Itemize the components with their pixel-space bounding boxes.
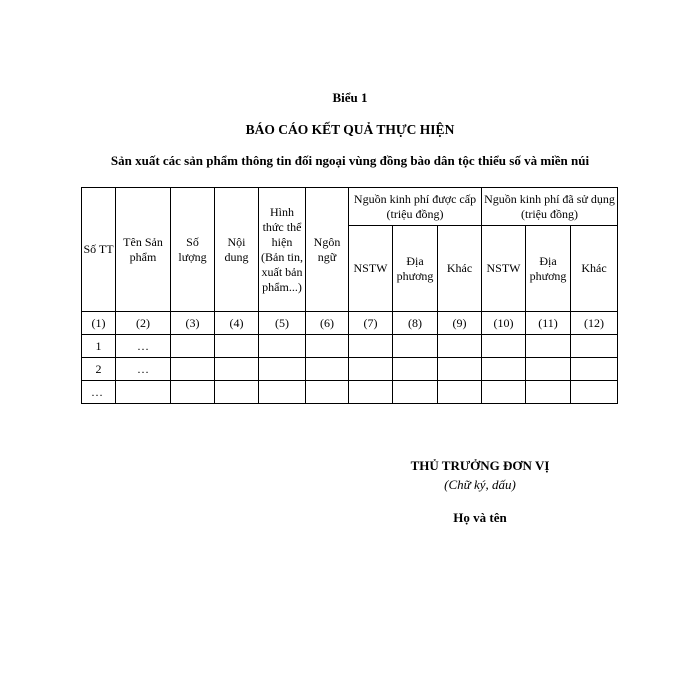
row-product-name: …	[116, 335, 171, 358]
table-cell	[306, 335, 349, 358]
table-cell	[393, 381, 438, 404]
signature-note: (Chữ ký, dấu)	[444, 477, 516, 492]
table-cell	[259, 335, 306, 358]
table-cell	[393, 358, 438, 381]
col-number: (9)	[438, 312, 482, 335]
table-cell	[526, 358, 571, 381]
table-cell	[349, 381, 393, 404]
header-used-local: Địa phương	[526, 226, 571, 312]
header-content: Nội dung	[215, 188, 259, 312]
table-cell	[438, 381, 482, 404]
col-number: (8)	[393, 312, 438, 335]
table-cell	[215, 358, 259, 381]
col-number: (11)	[526, 312, 571, 335]
header-language: Ngôn ngữ	[306, 188, 349, 312]
row-product-name: …	[116, 358, 171, 381]
header-funding-allocated: Nguồn kinh phí được cấp (triệu đồng)	[349, 188, 482, 226]
header-allocated-nstw: NSTW	[349, 226, 393, 312]
table-cell	[259, 381, 306, 404]
report-title: BÁO CÁO KẾT QUẢ THỰC HIỆN	[245, 122, 455, 137]
table-cell	[438, 335, 482, 358]
table-cell	[482, 358, 526, 381]
col-number: (6)	[306, 312, 349, 335]
row-stt: …	[82, 381, 116, 404]
row-stt: 1	[82, 335, 116, 358]
form-number: Biểu 1	[332, 90, 368, 105]
col-number: (12)	[571, 312, 618, 335]
signature-name: Họ và tên	[453, 510, 507, 525]
table-cell	[171, 358, 215, 381]
table-row	[82, 358, 618, 381]
header-product-name: Tên Sản phẩm	[116, 188, 171, 312]
table-cell	[349, 358, 393, 381]
header-used-nstw: NSTW	[482, 226, 526, 312]
header-stt: Số TT	[82, 188, 116, 312]
table-cell	[171, 381, 215, 404]
report-table	[81, 187, 618, 404]
table-row	[82, 335, 618, 358]
table-cell	[571, 381, 618, 404]
signature-title: THỦ TRƯỞNG ĐƠN VỊ	[410, 458, 550, 473]
header-format: Hình thức thể hiện (Bản tin, xuất bản phẩm...)	[259, 188, 306, 312]
header-quantity: Số lượng	[171, 188, 215, 312]
row-stt: 2	[82, 358, 116, 381]
col-number: (2)	[116, 312, 171, 335]
col-number: (10)	[482, 312, 526, 335]
table-cell	[215, 335, 259, 358]
header-used-other: Khác	[571, 226, 618, 312]
table-cell	[482, 335, 526, 358]
row-product-name	[116, 381, 171, 404]
table-cell	[306, 381, 349, 404]
header-funding-used: Nguồn kinh phí đã sử dụng (triệu đồng)	[482, 188, 618, 226]
table-cell	[526, 335, 571, 358]
col-number: (3)	[171, 312, 215, 335]
table-cell	[259, 358, 306, 381]
table-cell	[482, 381, 526, 404]
table-cell	[171, 335, 215, 358]
table-cell	[571, 335, 618, 358]
table-cell	[526, 381, 571, 404]
table-cell	[438, 358, 482, 381]
col-number: (4)	[215, 312, 259, 335]
table-cell	[306, 358, 349, 381]
col-number: (1)	[82, 312, 116, 335]
table-cell	[215, 381, 259, 404]
table-cell	[349, 335, 393, 358]
report-subtitle: Sản xuất các sản phẩm thông tin đối ngoại vùng đồng bào dân tộc thiểu số và miền núi	[110, 153, 590, 168]
table-cell	[393, 335, 438, 358]
header-allocated-local: Địa phương	[393, 226, 438, 312]
col-number: (7)	[349, 312, 393, 335]
header-allocated-other: Khác	[438, 226, 482, 312]
col-number: (5)	[259, 312, 306, 335]
table-row	[82, 381, 618, 404]
table-cell	[571, 358, 618, 381]
